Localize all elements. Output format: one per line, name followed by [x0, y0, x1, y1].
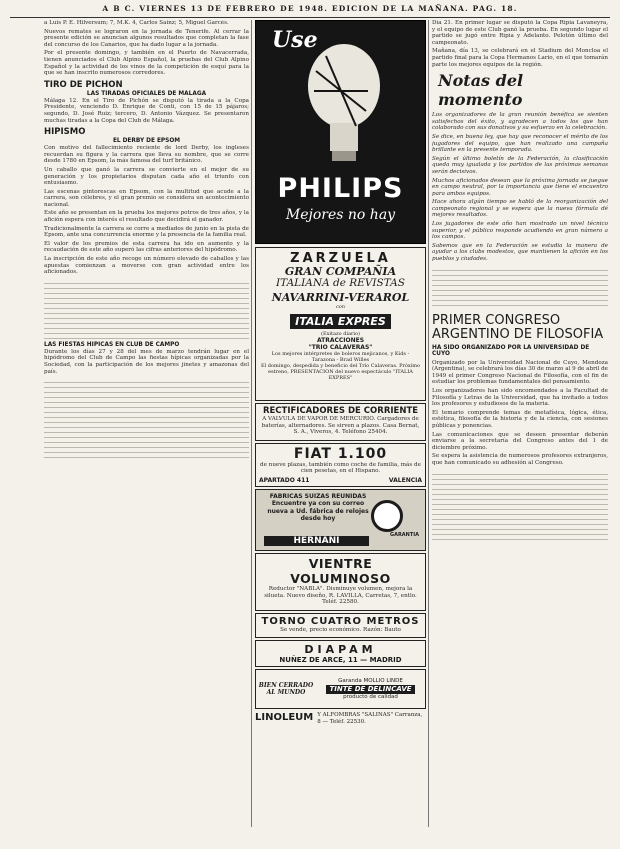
tiro-subheading: LAS TIRADAS OFICIALES DE MALAGA — [86, 90, 207, 97]
notas-paragraph: Los organizadores de la gran reunión benéfica se sienten satisfechos del éxito, y agradecen a todos los que han colaborado con sus donativos y su esfuerzo en la celebración. — [432, 112, 608, 132]
notas-paragraph: Muchos aficionados desean que la próxima jornada se juegue en campo neutral, por la importancia que tiene el encuentro para ambos equipos. — [432, 177, 608, 197]
fiat-text: de nueve plazas, también como coche de familia, más de cien pesetas, en el Hispano. — [260, 461, 421, 475]
torno-title: TORNO CUATRO METROS — [261, 615, 420, 627]
hipismo-paragraph: La inscripción de este año recoge un número elevado de caballos y las apuestas comienzan a moverse con gran actividad entre los aficionados. — [44, 256, 249, 276]
text-filler — [44, 279, 249, 339]
torno-text: Se vende, precio económico. Razón: Bauto — [280, 626, 401, 633]
notas-paragraph: Sabemos que en la Federación se estudia la manera de ayudar a los clubs modestos, que mantienen la afición en los pueblos y ciudades. — [432, 242, 608, 263]
column-right — [432, 20, 608, 540]
fiat-city: VALENCIA — [388, 476, 422, 484]
watch-icon — [371, 500, 403, 532]
notas-paragraph: Según el último boletín de la Federación, la clasificación queda muy igualada y los partidos de las próximas semanas serán decisivos. — [432, 155, 608, 175]
diapam-ad — [255, 640, 426, 667]
hipismo-subheading: EL DERBY DE EPSOM — [112, 138, 181, 145]
fiat-apartado: APARTADO 411 — [259, 476, 310, 484]
philips-tagline: Mejores no hay — [285, 207, 396, 223]
hernani-text: FABRICAS SUIZAS REUNIDAS Encuentre ya con su correo nueva a Ud. fábrica de relojes desde hoy — [267, 492, 369, 523]
ganada-left: BIEN CERRADO AL MUNDO — [258, 682, 314, 697]
philips-use-label: Use — [272, 27, 318, 53]
notas-paragraph: Los jugadores de este año han mostrado un nivel técnico superior, y el público responde acudiendo en gran número a los campos. — [432, 221, 608, 241]
rectificadores-text: A VALVULA DE VAPOR DE MERCURIO. Cargadores de baterías, alternadores. Se sirven a plazos. Casa Bernat, S. A., Viveros, 4. Teléfono 25404. — [261, 416, 420, 436]
philips-brand: PHILIPS — [277, 173, 404, 204]
intro-paragraph: Mañana, día 13, se celebrará en el Stadium del Moncloa el partido final para la Copa Hermanos Lario, en el que tomarán parte los mejores equipos de la región. — [432, 48, 608, 68]
zarzuela-names: NAVARRINI-VERAROL — [271, 291, 410, 304]
hernani-guarantee: GARANTIA — [389, 531, 419, 538]
fiat-ad — [255, 443, 426, 487]
hipismo-heading: HIPISMO — [44, 127, 86, 138]
text-filler — [432, 470, 608, 540]
congreso-paragraph: Organizado por la Universidad Nacional de Cuyo, Mendoza (Argentina), se celebrará los días 30 de marzo al 9 de abril de 1949 el primer Congreso Nacional de Filosofía, con el fin de estudiar los problemas fundamentales del pensamiento. — [432, 359, 608, 386]
zarzuela-title: ZARZUELA — [290, 251, 391, 266]
column-left — [44, 20, 249, 458]
ganada-slogan: Garanda MOLLIO LINDE — [338, 677, 403, 684]
congreso-paragraph: Se espera la asistencia de numerosos profesores extranjeros, que han comunicado su adhesión al Congreso. — [432, 453, 608, 466]
congreso-subheading: HA SIDO ORGANIZADO POR LA UNIVERSIDAD DE CUYO — [432, 344, 590, 357]
hipismo-paragraph: El valor de los premios de esta carrera ha ido en aumento y la recaudación de este año superó las cifras anteriores del hipódromo. — [44, 240, 249, 254]
tiro-heading: TIRO DE PICHON — [44, 79, 123, 90]
hernani-ad — [255, 489, 426, 551]
linoleum-text: Y ALFOMBRAS "SALINAS" Carranza, 8 — Teléf. 22530. — [317, 712, 423, 725]
hipismo-paragraph: Un caballo que ganó la carrera se convierte en el mejor de su generación y los propietarios disputan cada año el triunfo con entusiasmo. — [44, 166, 249, 187]
header-rule — [10, 17, 610, 18]
intro-paragraph: Día 21. En primer lugar se disputó la Copa Ripia Lavaneyra, y el equipo de este Club ganó la prueba. En segundo lugar el partido se jugó entre Ripia y Adelanto. Pelotón último del campeonato. — [432, 20, 608, 46]
vientre-title: VIENTRE VOLUMINOSO — [290, 555, 391, 586]
zarzuela-trio: "TRIO CALAVERAS" — [308, 344, 373, 351]
intro-paragraph: a Luis P. E. Hilversum; 7, M.K. 4, Carlos Sainz; 5, Miguel Garcés. — [44, 20, 229, 26]
ganada-sub: producto de calidad — [343, 693, 398, 700]
tiro-text: Málaga 12. En el Tiro de Pichón se disputó la tirada a la Copa Presidente, venciendo D. Enrique de Conti, con 15 de 15 pájaros; segundo, D. José Ruiz; tercero, D. Antonio Vázquez. Se presentaron muchas tiradas a la Copa del Club de Málaga. — [44, 97, 249, 124]
column-ads — [255, 20, 426, 725]
congreso-paragraph: El temario comprende temas de metafísica, lógica, ética, estética, filosofía de la historia y de la ciencia, con sesiones públicas y ponencias. — [432, 409, 608, 429]
zarzuela-company: GRAN COMPAÑIA — [284, 265, 397, 278]
hipismo-paragraph: Con motivo del fallecimiento reciente de lord Derby, los ingleses recuerdan su figura y la carrera que lleva su nombre, que se corre desde 1780 en Epsom, la más famosa del turf británico. — [44, 145, 249, 165]
zarzuela-con: con — [335, 304, 346, 310]
zarzuela-exitazo: (Exitazo diario) — [321, 331, 360, 337]
diapam-address: NUÑEZ DE ARCE, 11 — MADRID — [279, 656, 402, 665]
linoleum-title: LINOLEUM — [255, 712, 314, 724]
fiat-title: FIAT 1.100 — [293, 445, 388, 462]
hernani-brand: HERNANI — [264, 536, 369, 546]
fiestas-text: Durante los días 27 y 28 del mes de marzo tendrán lugar en el hipódromo del Club de Campo las fiestas hípicas organizadas por la Sociedad, con la participación de los mejores jinetes y amazonas del país. — [44, 348, 249, 375]
zarzuela-atracciones: ATRACCIONES — [316, 337, 365, 344]
congreso-heading: PRIMER CONGRESO ARGENTINO DE FILOSOFIA — [432, 312, 604, 343]
notas-paragraph: Se dice, en buena ley, que hay que reconocer el mérito de los jugadores del equipo, que han realizado una campaña brillante en la presente temporada. — [432, 133, 608, 154]
intro-paragraph: Nuevos remates se lograron en la jornada de Tenerife. Al cerrar la presente edición se anuncian algunos resultados que completan la fase del concurso de los Canarios, que ha dado lugar a la jornada. — [44, 28, 249, 48]
notas-heading: Notas del momento — [438, 71, 524, 110]
vientre-text: Reductor "NABLA". Disminuye volumen, mejora la silueta. Nuevo diseño, R. LAVILLA, Carretas, 7, entlo. Teléf. 22580. — [264, 585, 417, 606]
congreso-paragraph: Los organizadores han sido encomendados a la Facultad de Filosofía y Letras de la Universidad, que ha invitado a todos los profesores y estudiosos de la materia. — [432, 388, 608, 408]
hipismo-paragraph: Tradicionalmente la carrera se corre a mediados de junio en la pista de Epsom, ante una concurrencia enorme y la presencia de la familia real. — [44, 225, 249, 239]
zarzuela-italiana: ITALIANA de REVISTAS — [276, 277, 405, 289]
hipismo-paragraph: Las escenas pintorescas en Epsom, con la multitud que acude a la carrera, son célebres, y el gran premio se considera un acontecimiento nacional. — [44, 188, 249, 208]
page-footer — [10, 833, 610, 843]
intro-paragraph: Por el presente domingo, y también en el Puerto de Navacerrada, tienen anunciados el Club Alpino Español, la pruebas del Club Alpino Español y la actividad de los vinos de la competición de esquí para la que se han inscrito numerosos corredores. — [44, 50, 249, 77]
congreso-paragraph: Las comunicaciones que se deseen presentar deberán enviarse a la secretaría del Congreso antes del 1 de diciembre próximo. — [432, 431, 608, 451]
zarzuela-detail: Los mejores intérpretes de boleros mejicanos, y Kids - Tarazona - Brad Willes — [271, 351, 410, 363]
text-filler — [44, 378, 249, 458]
notas-paragraph: Hace ahora algún tiempo se habló de la reorganización del campeonato regional y se espera que la nueva fórmula dé mejores resultados. — [432, 199, 608, 219]
vientre-ad — [255, 553, 426, 611]
ganada-ad — [255, 669, 426, 709]
page-header: A B C. VIERNES 13 DE FEBRERO DE 1948. EDICION DE LA MAÑANA. PAG. 18. — [102, 4, 518, 13]
hipismo-paragraph: Este año se presentan en la prueba los mejores potros de tres años, y la afición espera con interés el resultado que decidirá el ganador. — [44, 210, 249, 224]
ganada-brand: TINTE DE DELINCAVE — [326, 685, 414, 694]
lightbulb-icon — [296, 31, 386, 191]
philips-ad — [255, 20, 426, 244]
torno-ad — [255, 613, 426, 639]
linoleum-ad — [255, 712, 426, 725]
fiestas-heading: LAS FIESTAS HIPICAS EN CLUB DE CAMPO — [44, 341, 180, 348]
zarzuela-show: ITALIA EXPRES — [290, 314, 391, 329]
column-divider — [428, 20, 429, 827]
rectificadores-ad — [255, 403, 426, 441]
zarzuela-ad — [255, 247, 426, 401]
zarzuela-domingo: El domingo, despedida y beneficio del Trío Calaveras. Próximo estreno, PRESENTACION del nuevo espectáculo "ITALIA EXPRES" — [260, 363, 421, 381]
text-filler — [432, 266, 608, 308]
rectificadores-title: RECTIFICADORES DE CORRIENTE — [262, 406, 419, 416]
column-divider — [251, 20, 252, 827]
diapam-title: DIAPAM — [304, 643, 377, 657]
